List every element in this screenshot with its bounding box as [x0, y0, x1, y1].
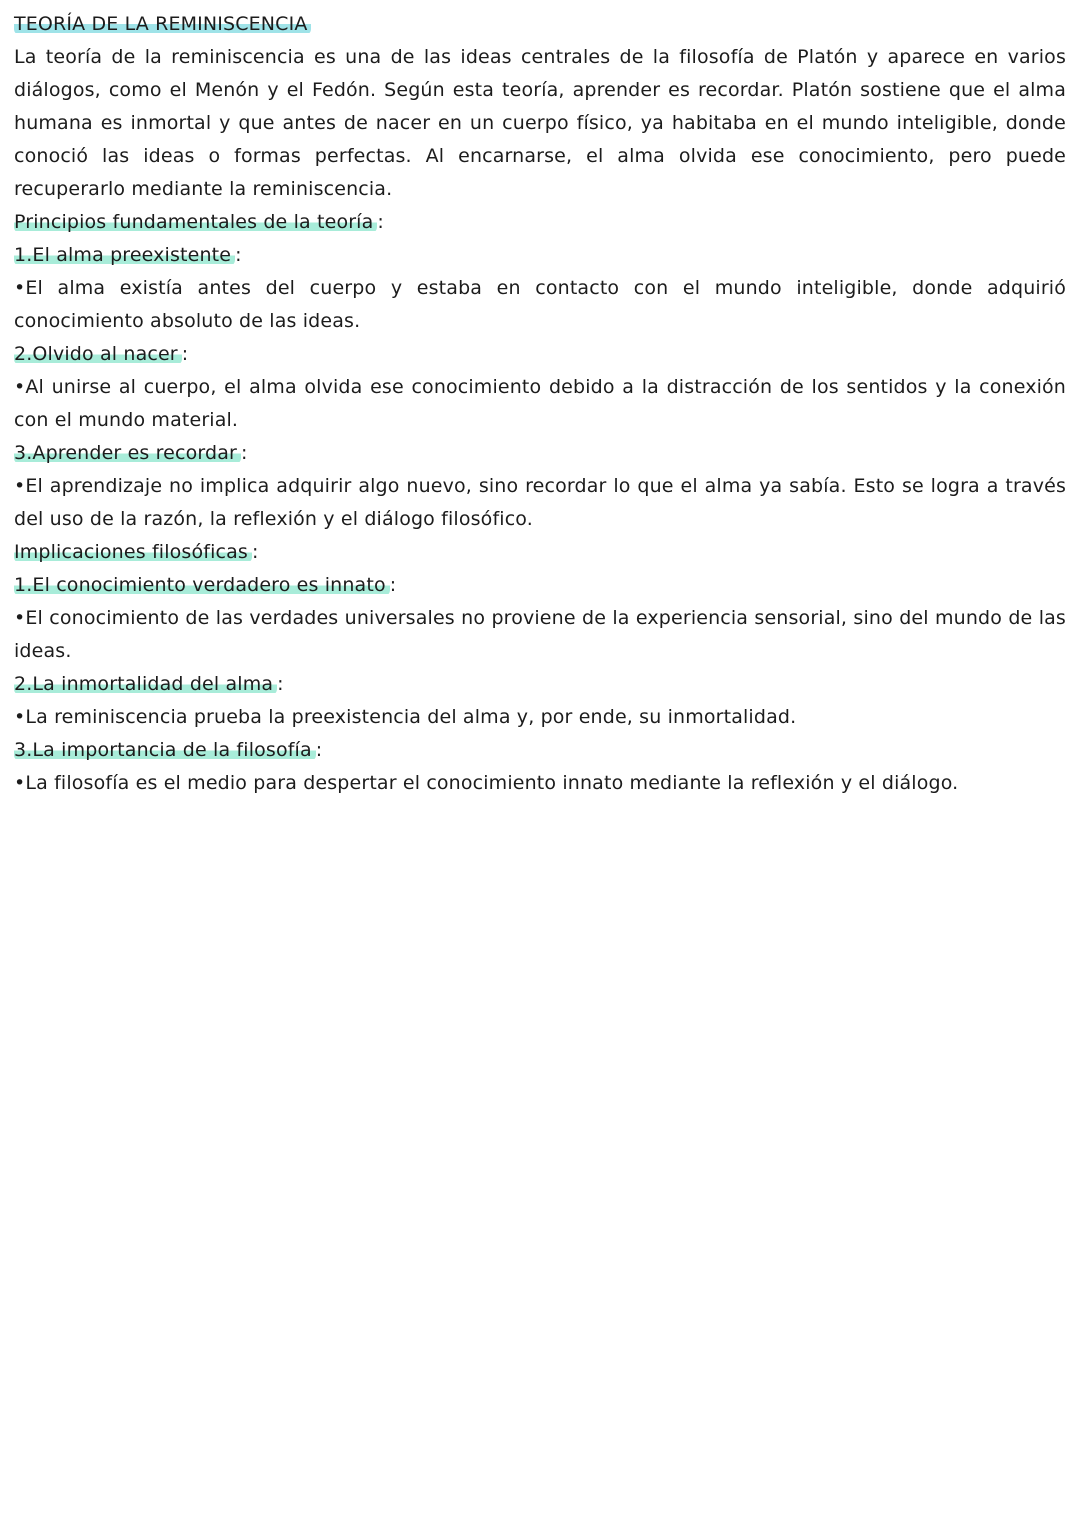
- section1-item1-colon: :: [235, 244, 242, 266]
- section2-item1-title-line: [14, 569, 1066, 602]
- section2-item1-colon: :: [389, 574, 397, 596]
- section2-heading-colon: :: [251, 541, 259, 563]
- title-line: [14, 8, 1066, 41]
- document-title: TEORÍA DE LA REMINISCENCIA: [14, 13, 311, 35]
- section1-heading: Principios fundamentales de la teoría: [14, 211, 377, 233]
- section1-item1-text: •El alma existía antes del cuerpo y estaba en contacto con el mundo inteligible, donde adquirió conocimiento absoluto de las ideas.: [14, 277, 1066, 332]
- section1-heading-line: [14, 206, 1066, 239]
- section2-item3-title: 3.La importancia de la filosofía: [14, 739, 316, 761]
- section1-item1-title: 1.El alma preexistente: [14, 244, 235, 266]
- section2-item2-title-line: [14, 668, 1066, 701]
- section2-item1-text: •El conocimiento de las verdades universales no proviene de la experiencia sensorial, sino del mundo de las ideas.: [14, 607, 1066, 662]
- section1-item2-title: 2.Olvido al nacer: [14, 343, 182, 365]
- section1-item2-title-line: [14, 338, 1066, 371]
- section2-item2-title: 2.La inmortalidad del alma: [14, 673, 277, 695]
- notes-page: [14, 8, 1066, 800]
- section2-heading: Implicaciones filosóficas: [14, 541, 252, 563]
- section2-item3-title-line: [14, 734, 1066, 767]
- section2-item3-text: •La filosofía es el medio para despertar el conocimiento innato mediante la reflexión y el diálogo.: [14, 772, 959, 794]
- section1-item2-text: •Al unirse al cuerpo, el alma olvida ese conocimiento debido a la distracción de los sentidos y la conexión con el mundo material.: [14, 376, 1066, 431]
- section1-heading-colon: :: [377, 211, 384, 233]
- section1-item3-colon: :: [241, 442, 248, 464]
- section2-heading-line: [14, 536, 1066, 569]
- section1-item1-title-line: [14, 239, 1066, 272]
- section1-item3-title-line: [14, 437, 1066, 470]
- section1-item3-text: •El aprendizaje no implica adquirir algo nuevo, sino recordar lo que el alma ya sabía. Esto se logra a través del uso de la razón, la reflexión y el diálogo filosófico.: [14, 475, 1066, 530]
- section2-item1-title: 1.El conocimiento verdadero es innato: [14, 574, 390, 596]
- section1-item3-title: 3.Aprender es recordar: [14, 442, 241, 464]
- section2-item3-colon: :: [315, 739, 323, 761]
- section2-item2-colon: :: [277, 673, 284, 695]
- intro-paragraph: La teoría de la reminiscencia es una de las ideas centrales de la filosofía de Platón y aparece en varios diálogos, como el Menón y el Fedón. Según esta teoría, aprender es recordar. Platón sostiene que el alma humana es inmortal y que antes de nacer en un cuerpo físico, ya habitaba en el mundo inteligible, donde conoció las ideas o formas perfectas. Al encarnarse, el alma olvida ese conocimiento, pero puede recuperarlo mediante la reminiscencia.: [14, 46, 1066, 200]
- section1-item2-colon: :: [181, 343, 189, 365]
- section2-item2-text: •La reminiscencia prueba la preexistencia del alma y, por ende, su inmortalidad.: [14, 706, 797, 728]
